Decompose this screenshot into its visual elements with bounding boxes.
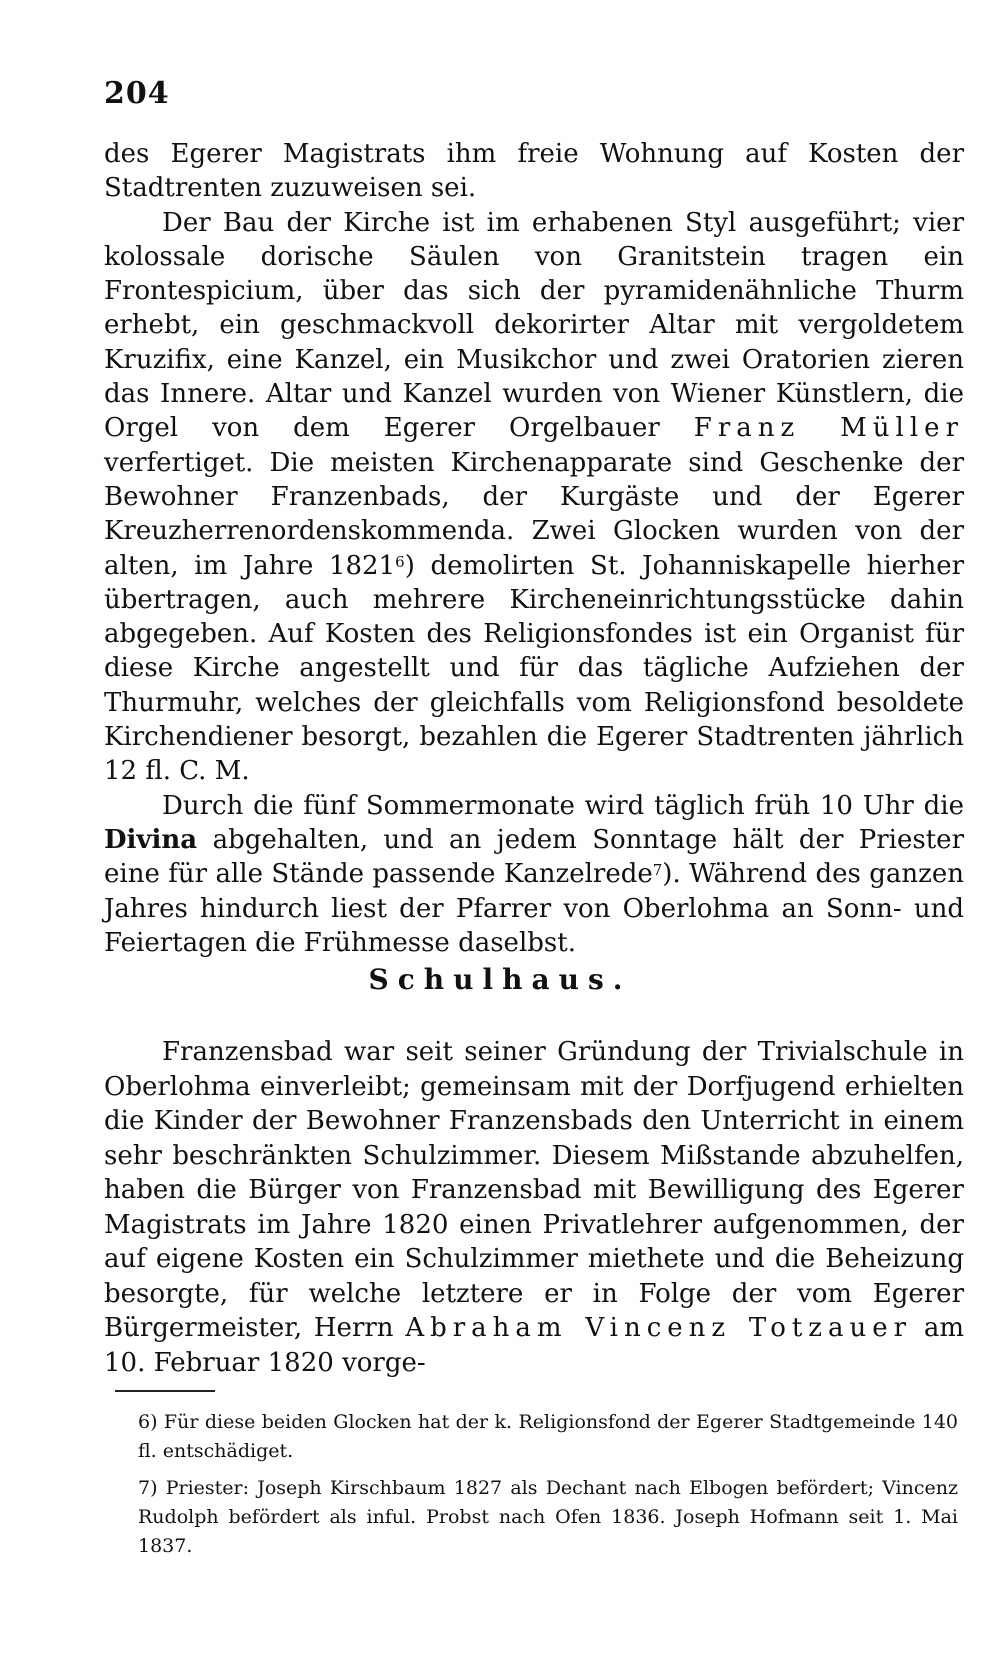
paragraph-3-text-a: Durch die fünf Sommermonate wird täglich früh 10 Uhr die	[162, 790, 964, 821]
paragraph-2-text-a: Der Bau der Kirche ist im erhabenen Styl ausgeführt; vier kolossale dorische Säulen von Granitstein tragen ein Frontespicium, über das sich der pyramidenähnliche Thurm erhebt, ein geschmackvoll dekorirter Altar mit vergoldetem Kruzifix, eine Kanzel, ein Musikchor und zwei Oratorien zieren das Innere. Altar und Kanzel wurden von Wiener Künstlern, die Orgel von dem Egerer Orgelbauer	[104, 207, 964, 444]
paragraph-2-text-b: verfertiget. Die meisten Kirchenapparate sind Geschenke der Bewohner Franzenbads, der Kurgäste und der Egerer Kreuzherrenordenskommenda. Zwei Glocken wurden von der alten, im Jahre 1821	[104, 447, 964, 581]
person-name-franz-mueller: Franz Müller	[693, 413, 964, 444]
footnote-ref-7: 7	[652, 861, 663, 880]
paragraph-3-text-b: abgehalten, und an jedem Sonntage hält der Priester eine für alle Stände passende Kanzelrede	[104, 824, 964, 890]
paragraph-2-text-c: ) demolirten St. Johanniskapelle hierher übertragen, auch mehrere Kircheneinrichtungsstücke dahin abgegeben. Auf Kosten des Religionsfondes ist ein Organist für diese Kirche angestellt und für das tägliche Aufziehen der Thurmuhr, welches der gleichfalls vom Religionsfond besoldete Kirchendiener besorgt, bezahlen die Egerer Stadtrenten jährlich 12 fl. C. M.	[104, 550, 965, 787]
footnote-divider	[115, 1390, 215, 1392]
school-text-block	[104, 1035, 964, 1380]
footnote-ref-6: 6	[395, 552, 405, 571]
divina-term: Divina	[104, 824, 198, 855]
paragraph-school	[104, 1035, 964, 1380]
paragraph-3-text-c: ). Während des ganzen Jahres hindurch liest der Pfarrer von Oberlohma an Sonn- und Feiertagen die Frühmesse daselbst.	[104, 859, 964, 958]
section-heading: Schulhaus.	[368, 963, 632, 996]
paragraph-church	[104, 206, 964, 789]
paragraph-1-text: des Egerer Magistrats ihm freie Wohnung auf Kosten der Stadtrenten zuzuweisen sei.	[104, 139, 964, 204]
paragraph-4-text-a: Franzensbad war seit seiner Gründung der Trivialschule in Oberlohma einverleibt; gemeinsam mit der Dorfjugend erhielten die Kinder der Bewohner Franzensbads den Unterricht in einem sehr beschränkten Schulzimmer. Diesem Mißstande abzuhelfen, haben die Bürger von Franzensbad mit Bewilligung des Egerer Magistrats im Jahre 1820 einen Privatlehrer aufgenommen, der auf eigene Kosten ein Schulzimmer miethete und die Beheizung besorgte, für welche letztere er in Folge der vom Egerer Bürgermeister, Herrn	[104, 1037, 964, 1343]
paragraph-4-text-b: am 10. Februar 1820 vorge-	[104, 1313, 965, 1378]
main-text-block	[104, 137, 964, 960]
page-number: 204	[104, 76, 170, 111]
paragraph-continuation	[104, 137, 964, 206]
paragraph-mass	[104, 789, 964, 960]
footnotes	[138, 1408, 958, 1569]
footnote-7: 7) Priester: Joseph Kirschbaum 1827 als Dechant nach Elbogen befördert; Vincenz Rudolph befördert als inful. Probst nach Ofen 1836. Joseph Hofmann seit 1. Mai 1837.	[138, 1477, 958, 1557]
person-name-totzauer: Abraham Vincenz Totzauer	[405, 1313, 913, 1343]
footnote-6: 6) Für diese beiden Glocken hat der k. Religionsfond der Egerer Stadtgemeinde 140 fl. entschädiget.	[138, 1411, 958, 1462]
